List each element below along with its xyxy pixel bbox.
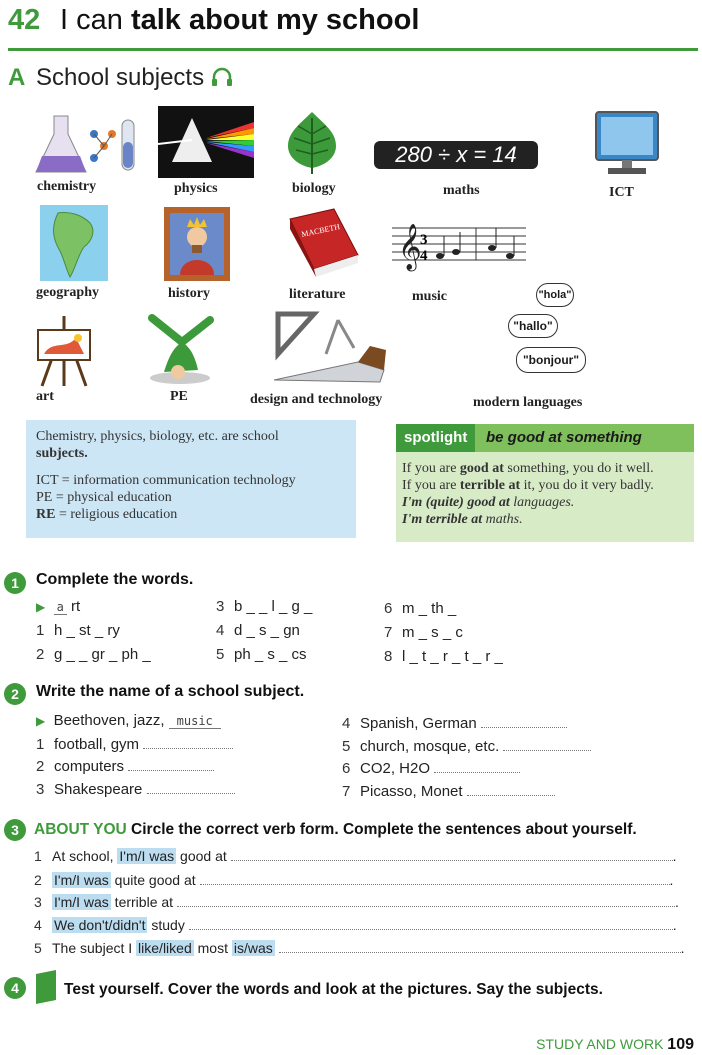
section-letter: A (8, 64, 26, 91)
answer-line[interactable] (434, 760, 520, 773)
info-line5 (36, 506, 346, 523)
ex2-example-text: Beethoven, jazz, (53, 712, 165, 729)
item-number: 3 (216, 598, 225, 615)
item-number: 5 (342, 738, 351, 755)
geography-picture (40, 205, 108, 281)
ex3-sentence-5[interactable]: 5 The subject I like/liked most is/was . (34, 940, 685, 956)
info-line1: Chemistry, physics, biology, etc. are school (36, 429, 279, 444)
info-box (26, 420, 356, 538)
ex1-item-7[interactable] (384, 624, 463, 641)
item-number: 1 (36, 622, 45, 639)
speech-bubble-hola: "hola" (536, 283, 574, 307)
book-icon (34, 970, 58, 1004)
verb-choice[interactable]: like/liked (138, 940, 192, 956)
item-number: 7 (342, 783, 351, 800)
ex2-example-answer: music (169, 714, 221, 729)
verb-choice[interactable]: I'm/I was (54, 894, 109, 910)
book-title: MACBETH (300, 222, 341, 239)
answer-line[interactable] (279, 940, 681, 953)
physics-picture (158, 106, 254, 178)
svg-text:3: 3 (420, 232, 428, 248)
ex2-item-2[interactable] (36, 758, 214, 775)
arrow-icon: ▶ (36, 600, 46, 614)
spotlight-l4b: maths. (482, 512, 523, 527)
spotlight-body (402, 460, 692, 528)
spotlight-l1b: good at (459, 461, 504, 476)
spotlight-l2b: terrible at (459, 478, 521, 493)
item-text: football, gym (54, 736, 140, 753)
answer-line[interactable] (467, 783, 555, 796)
ex1-item-5[interactable] (216, 646, 307, 663)
info-line5-rest: = religious education (55, 507, 178, 522)
ex2-item-6[interactable] (342, 760, 520, 777)
item-number: 4 (216, 622, 225, 639)
answer-line[interactable] (231, 848, 673, 861)
answer-line[interactable] (177, 894, 675, 907)
info-line5-bold: RE (36, 507, 56, 522)
ex1-item-6[interactable] (384, 600, 456, 617)
answer-line[interactable] (481, 715, 567, 728)
arrow-icon: ▶ (36, 714, 46, 728)
sentence-text: terrible at (110, 894, 174, 910)
about-you-label: ABOUT YOU (34, 821, 127, 838)
item-number: 2 (36, 646, 45, 663)
footer-label: STUDY AND WORK (536, 1036, 664, 1052)
item-number: 8 (384, 648, 393, 665)
ex1-item-3[interactable] (216, 598, 312, 615)
label-chemistry: chemistry (37, 179, 97, 194)
ex1-example (36, 598, 80, 615)
spotlight-l2a: If you are (402, 478, 460, 493)
footer (536, 1036, 694, 1054)
exercise-1-title: Complete the words. (36, 571, 194, 588)
info-line2: subjects. (36, 446, 88, 461)
ex2-example (36, 712, 221, 729)
sentence-text: good at (176, 848, 227, 864)
ex1-example-answer: a (54, 600, 67, 615)
ict-picture (594, 110, 660, 178)
design-picture (268, 310, 394, 388)
sentence-text: quite good at (110, 872, 196, 888)
item-text: l _ t _ r _ t _ r _ (402, 648, 503, 665)
info-line3: ICT = information communication technology (36, 473, 296, 488)
item-text: Spanish, German (360, 715, 477, 732)
spotlight-line3 (402, 494, 692, 511)
sentence-text: study (147, 917, 185, 933)
label-biology: biology (292, 181, 336, 196)
exercise-4-number: 4 (4, 977, 26, 999)
answer-line[interactable] (189, 917, 673, 930)
verb-choice[interactable]: I'm/I was (54, 872, 109, 888)
label-ict: ICT (609, 185, 634, 200)
spotlight-line2 (402, 477, 692, 494)
answer-line[interactable] (128, 758, 214, 771)
label-modern-languages: modern languages (473, 395, 583, 410)
ex3-sentence-3[interactable]: 3 I'm/I was terrible at . (34, 894, 679, 910)
spotlight-l2c: it, you do it very badly. (520, 478, 654, 493)
unit-number: 42 (8, 4, 41, 36)
item-text: CO2, H2O (360, 760, 431, 777)
answer-line[interactable] (143, 736, 233, 749)
svg-text:𝄞: 𝄞 (398, 224, 422, 270)
exercise-2-number: 2 (4, 683, 26, 705)
ex3-sentence-1[interactable]: 1 At school, I'm/I was good at . (34, 848, 677, 864)
page-number: 109 (667, 1036, 694, 1053)
label-pe: PE (170, 389, 188, 404)
ex2-item-1[interactable] (36, 736, 233, 753)
exercise-4-title: Test yourself. Cover the words and look at the pictures. Say the subjects. (64, 981, 603, 998)
section-title (36, 64, 233, 92)
ex1-item-1[interactable] (36, 622, 120, 639)
literature-picture (278, 207, 362, 283)
item-text: computers (54, 758, 125, 775)
exercise-2-title: Write the name of a school subject. (36, 683, 305, 700)
item-number: 6 (384, 600, 393, 617)
answer-line[interactable] (200, 872, 670, 885)
sentence-text: At school, (52, 848, 118, 864)
ex2-item-7[interactable] (342, 783, 555, 800)
ex3-sentence-4[interactable]: 4 We don't/didn't study . (34, 917, 677, 933)
pe-picture (140, 312, 222, 386)
spotlight-l4a: I'm terrible at (402, 512, 483, 527)
item-text: m _ s _ c (402, 624, 463, 641)
svg-text:4: 4 (420, 248, 428, 264)
item-text: d _ s _ gn (234, 622, 300, 639)
label-maths: maths (443, 183, 480, 198)
unit-title (60, 4, 419, 37)
item-text: Picasso, Monet (360, 783, 463, 800)
exercise-3-title (34, 821, 637, 839)
label-geography: geography (36, 285, 99, 300)
ex2-item-4[interactable] (342, 715, 567, 732)
sentence-text: most (193, 940, 232, 956)
ex2-item-5[interactable] (342, 738, 591, 755)
maths-equation: 280 ÷ x = 14 (374, 141, 538, 169)
sentence-text: The subject I (52, 940, 137, 956)
spotlight-title: be good at something (486, 429, 642, 446)
spotlight-line1 (402, 460, 692, 477)
ex1-example-rest: rt (66, 598, 81, 615)
ex1-item-4[interactable] (216, 622, 300, 639)
ex1-item-2[interactable] (36, 646, 151, 663)
info-line4: PE = physical education (36, 490, 172, 505)
spotlight-l3b: languages. (509, 495, 575, 510)
ex2-item-3[interactable] (36, 781, 235, 798)
music-picture (392, 216, 526, 274)
label-art: art (36, 389, 54, 404)
answer-line[interactable] (503, 738, 591, 751)
item-number: 5 (216, 646, 225, 663)
item-text: ph _ s _ cs (234, 646, 307, 663)
item-text: b _ _ l _ g _ (234, 598, 313, 615)
label-physics: physics (174, 181, 218, 196)
exercise-3-number: 3 (4, 819, 26, 841)
spotlight-line4 (402, 511, 692, 528)
chemistry-picture (34, 112, 140, 178)
item-number: 1 (36, 736, 45, 753)
verb-choice[interactable]: is/was (233, 940, 273, 956)
verb-choice[interactable]: I'm/I was (119, 848, 175, 864)
spotlight-l1a: If you are (402, 461, 460, 476)
item-text: h _ st _ ry (54, 622, 120, 639)
unit-title-bold: talk about my school (130, 4, 420, 36)
history-picture (164, 207, 230, 281)
exercise-3-instruction: Circle the correct verb form. Complete the sentences about yourself. (131, 821, 637, 838)
item-text: m _ th _ (402, 600, 457, 617)
section-title-text: School subjects (36, 64, 205, 91)
exercise-1-number: 1 (4, 572, 26, 594)
label-music: music (412, 289, 447, 304)
ex3-sentence-2[interactable]: 2 I'm/I was quite good at . (34, 872, 674, 888)
answer-line[interactable] (147, 781, 235, 794)
label-literature: literature (289, 287, 346, 302)
art-picture (32, 316, 96, 388)
label-design: design and technology (250, 392, 383, 407)
speech-bubble-hallo: "hallo" (508, 314, 558, 338)
item-number: 7 (384, 624, 393, 641)
item-number: 3 (36, 781, 45, 798)
item-number: 4 (342, 715, 351, 732)
spotlight-l1c: something, you do it well. (503, 461, 654, 476)
item-text: Shakespeare (54, 781, 143, 798)
headphones-icon[interactable] (211, 67, 233, 87)
label-history: history (168, 286, 210, 301)
spotlight-l3a: I'm (quite) good at (402, 495, 510, 510)
verb-choice[interactable]: We don't/didn't (54, 917, 146, 933)
item-text: church, mosque, etc. (360, 738, 500, 755)
unit-title-prefix: I can (60, 4, 123, 36)
biology-picture (284, 110, 340, 176)
ex1-item-8[interactable] (384, 648, 503, 665)
item-text: g _ _ gr _ ph _ (54, 646, 151, 663)
item-number: 6 (342, 760, 351, 777)
item-number: 2 (36, 758, 45, 775)
speech-bubble-bonjour: "bonjour" (516, 347, 586, 373)
spotlight-tag: spotlight (396, 424, 475, 452)
header-rule (8, 48, 698, 51)
